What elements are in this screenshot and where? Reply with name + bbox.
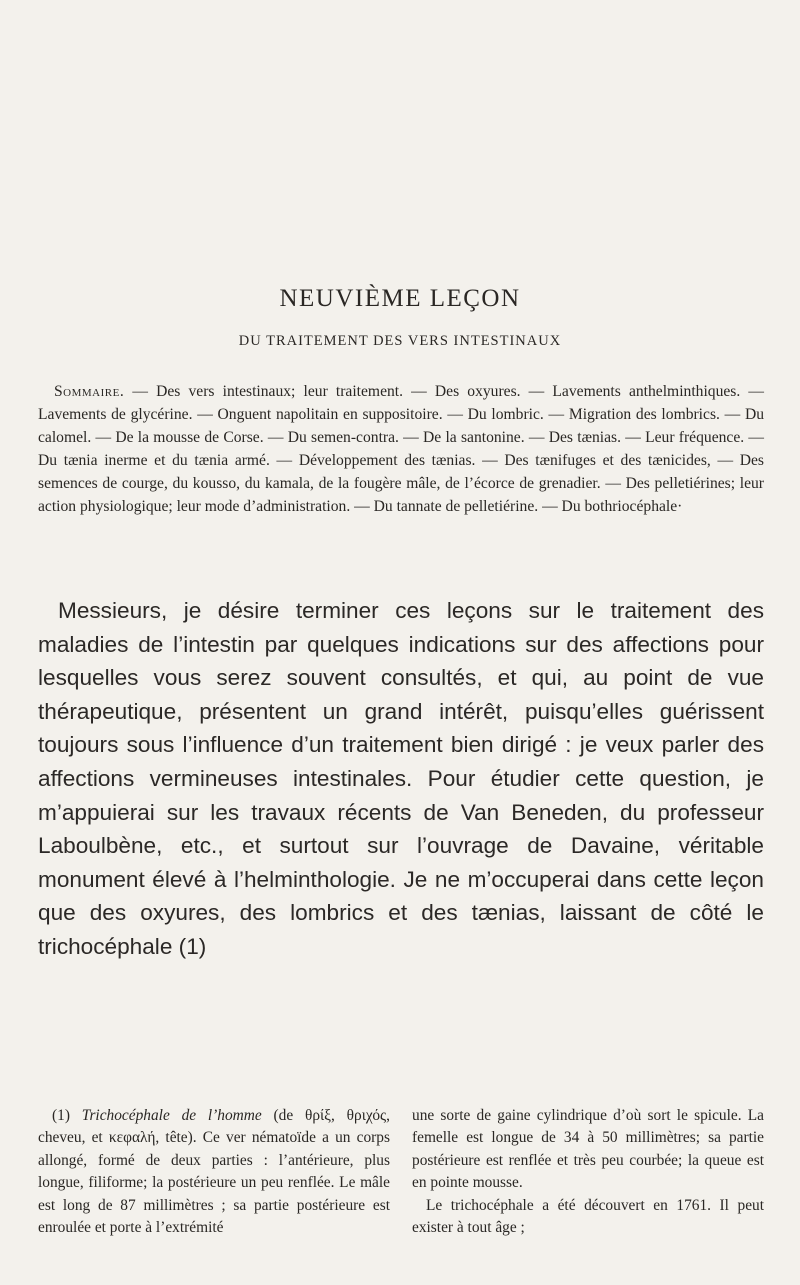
summary-text: — Des vers intestinaux; leur traitement. — Des oxyures. — Lavements anthelminthiques. — Lavements de glycérine. — Onguent napolitain en suppositoire. — Du lombric. — Migration des lombrics. — Du calomel. — De la mousse de Corse. — Du semen-contra. — De la santonine. — Des tænias. — Leur fréquence. — Du tænia inerme et du tænia armé. — Développement des tænias. — Des tænifuges et des tænicides, — Des semences de courge, du kousso, du kamala, de la fougère mâle, de l’écorce de grenadier. — Des pelletiérines; leur action physiologique; leur mode d’administration. — Du tannate de pelletiérine. — Du bothriocéphale·: [38, 383, 764, 515]
footnote-marker: (1): [52, 1107, 82, 1124]
footnote-right-text: une sorte de gaine cylindrique d’où sort le spicule. La femelle est longue de 34 à 50 millimètres; sa partie postérieure est renflée et très peu courbée; la queue est en pointe mousse.: [412, 1107, 764, 1192]
footnote-block: [38, 1105, 764, 1239]
footnote-right-column: [412, 1105, 764, 1239]
summary-label: Sommaire.: [54, 383, 125, 400]
footnote-right-text-2: Le trichocéphale a été découvert en 1761. Il peut exister à tout âge ;: [412, 1196, 764, 1237]
body-paragraph: Messieurs, je désire terminer ces leçons sur le traitement des maladies de l’intestin par quelques indications sur des affections pour lesquelles vous serez souvent consultés, et qui, au point de vue thérapeutique, présentent un grand intérêt, puisqu’elles guérissent toujours sous l’influence d’un traitement bien dirigé : je veux parler des affections vermineuses intestinales. Pour étudier cette question, je m’appuierai sur les travaux récents de Van Beneden, du professeur Laboulbène, etc., et surtout sur l’ouvrage de Davaine, véritable monument élevé à l’helminthologie. Je ne m’occuperai dans cette leçon que des oxyures, des lombrics et des tænias, laissant de côté le trichocéphale (1): [38, 598, 764, 959]
footnote-term: Trichocéphale de l’homme: [81, 1107, 262, 1124]
footnote-left-text: (de θρίξ, θριχός, cheveu, et κεφαλή, tête). Ce ver nématoïde a un corps allongé, formé de deux parties : l’antérieure, plus longue, filiforme; la postérieure un peu renflée. Le mâle est long de 87 millimètres ; sa partie postérieure est enroulée et porte à l’extrémité: [38, 1107, 390, 1237]
chapter-title: NEUVIÈME LEÇON: [279, 285, 521, 312]
chapter-summary: [38, 381, 764, 518]
footnote-left-column: [38, 1105, 390, 1239]
chapter-subtitle: DU TRAITEMENT DES VERS INTESTINAUX: [238, 333, 562, 349]
